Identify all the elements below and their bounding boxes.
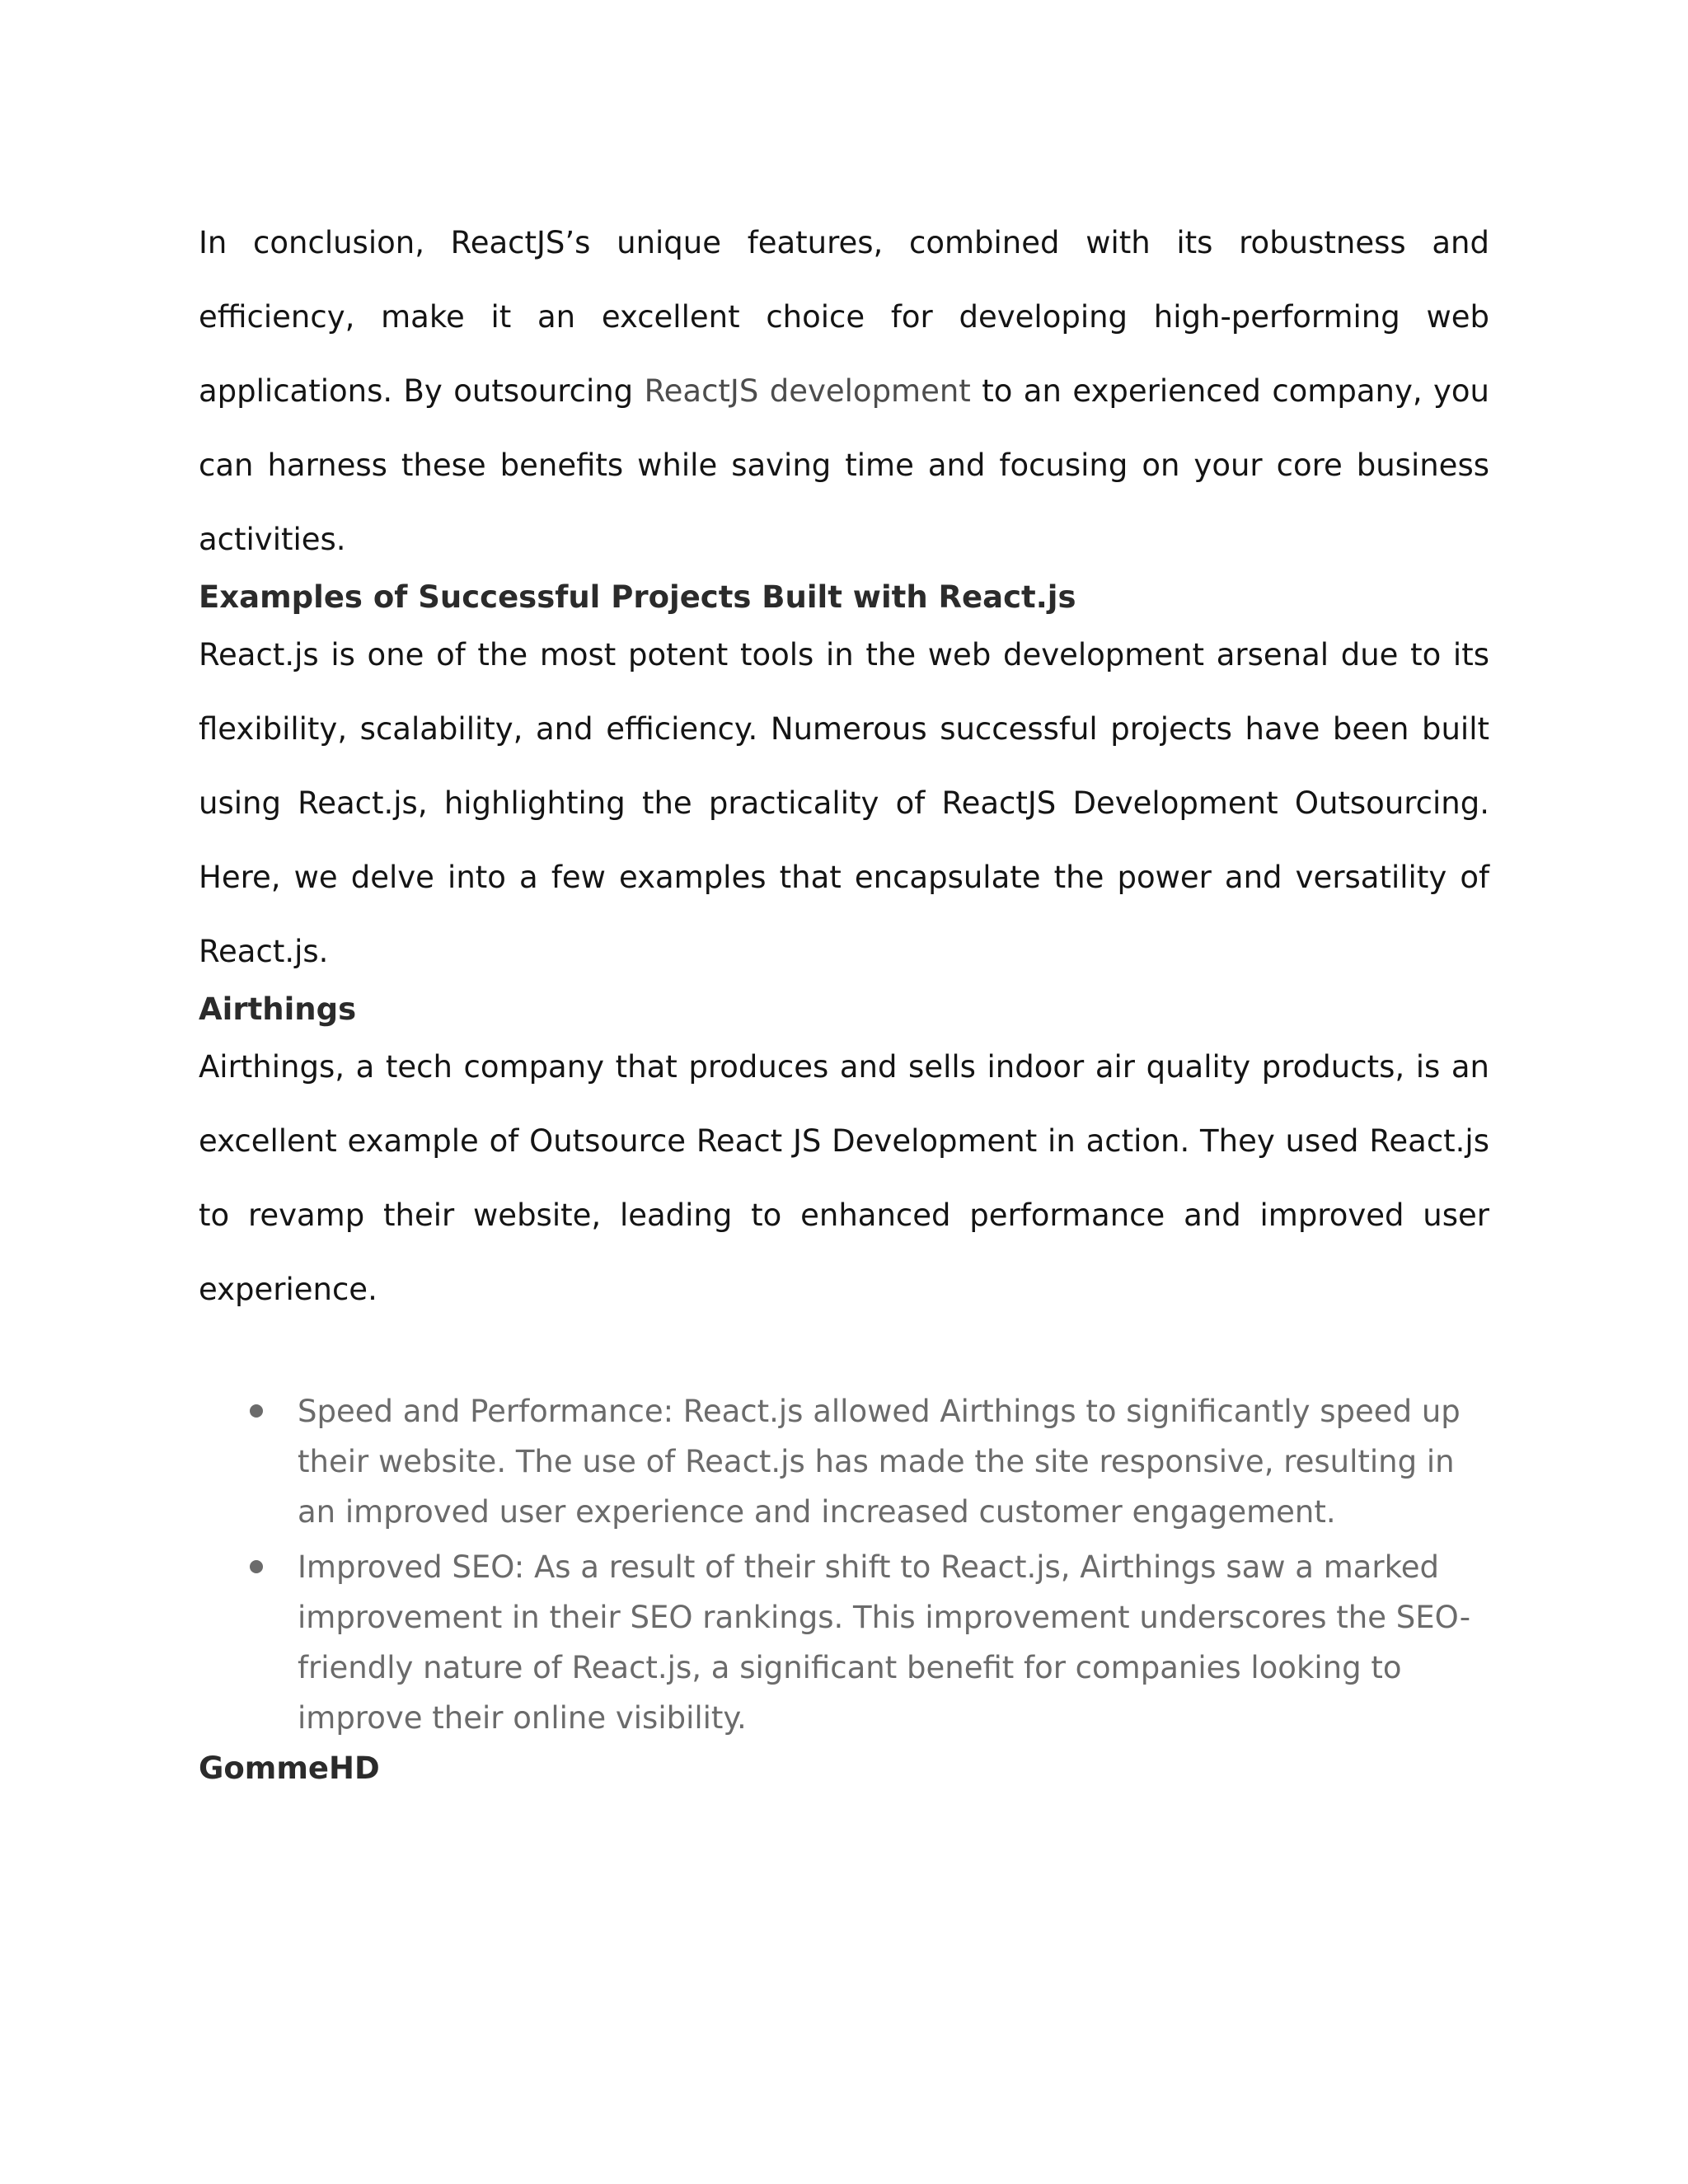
conclusion-text-start: In conclusion, ReactJS’s unique features, combined with its robustness and efficiency, make it an excellent choice for developing high-performing web applications. By outsourcing	[199, 225, 1489, 409]
airthings-paragraph: Airthings, a tech company that produces and sells indoor air quality products, is an excellent example of Outsource React JS Development in action. They used React.js to revamp their website, leading to enhanced performance and improved user experience.	[199, 1049, 1489, 1307]
gommehd-heading: GommeHD	[199, 1750, 380, 1786]
conclusion-paragraph	[199, 206, 1489, 577]
bullet-text: Improved SEO: As a result of their shift to React.js, Airthings saw a marked improvement in their SEO rankings. This improvement underscores the SEO-friendly nature of React.js, a significant benefit for companies looking to improve their online visibility.	[298, 1549, 1471, 1736]
reactjs-development-link[interactable]: ReactJS development	[644, 373, 971, 409]
list-item	[199, 1542, 1489, 1743]
examples-heading: Examples of Successful Projects Built with React.js	[199, 579, 1076, 615]
examples-paragraph: React.js is one of the most potent tools in the web development arsenal due to its flexibility, scalability, and efficiency. Numerous successful projects have been built using React.js, highlighting the practicality of ReactJS Development Outsourcing. Here, we delve into a few examples that encapsulate the power and versatility of React.js.	[199, 637, 1489, 969]
airthings-heading: Airthings	[199, 991, 357, 1027]
bullet-dot-icon	[250, 1404, 263, 1418]
airthings-bullet-list	[199, 1386, 1489, 1743]
conclusion-text-end: to an experienced company, you can harness these benefits while saving time and focusing on your core business activities.	[199, 373, 1490, 557]
document-content	[199, 206, 1489, 1789]
bullet-dot-icon	[250, 1560, 263, 1573]
list-item	[199, 1386, 1489, 1537]
bullet-text: Speed and Performance: React.js allowed Airthings to significantly speed up their website. The use of React.js has made the site responsive, resulting in an improved user experience and increased customer engagement.	[298, 1394, 1461, 1530]
